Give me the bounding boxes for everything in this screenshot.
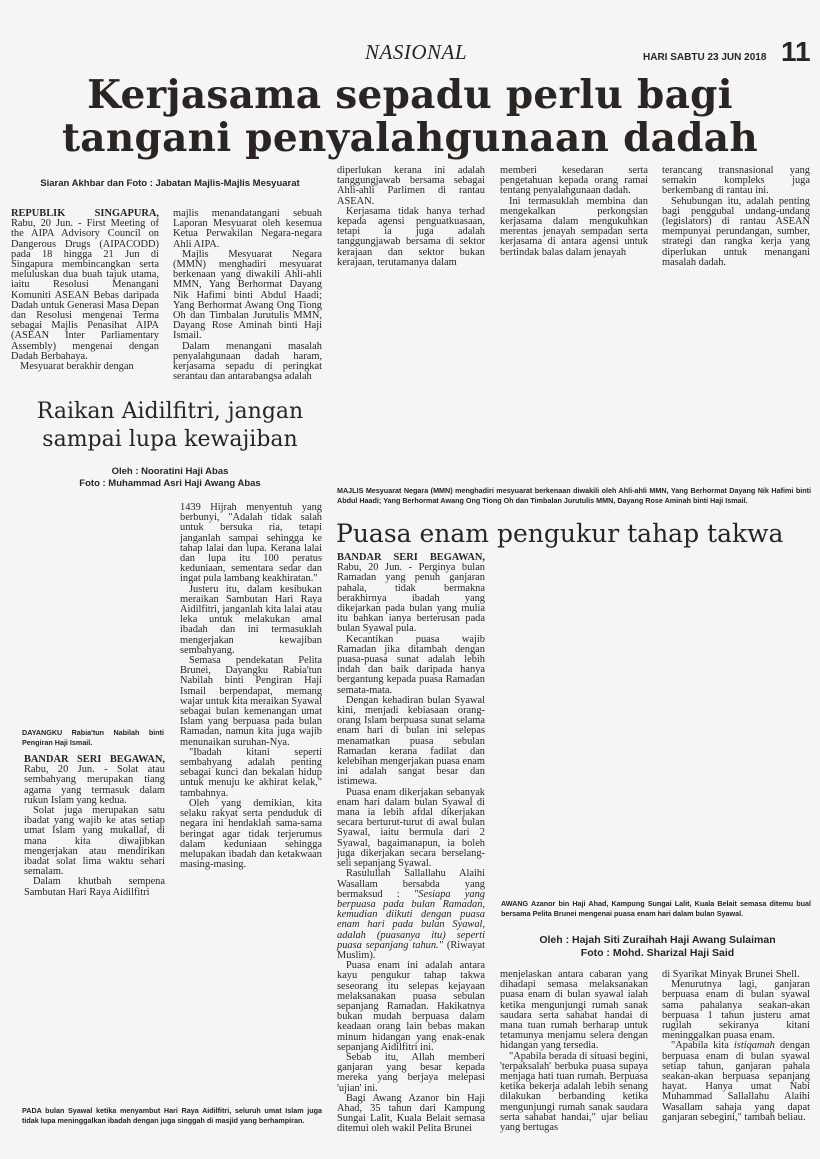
article-1-column-2: majlis menandatangani sebuah Laporan Mesyuarat oleh kesemua Ketua Perwakilan Negara-negara Ahli AIPA. Majlis Mesyuarat Negara (MMN) menghadiri mesyuarat berkenaan yang diwakili Ahli-ahli MMN, Yang Berhormat Dayang Nik Hafimi binti Abdul Haadi; Yang Berhormat Awang Ong Tiong Oh dan Timbalan Jurutulis MMN, Dayang Rose Aminah binti Haji Ismail. Dalam menangani masalah penyalahgunaan dadah haram, kerjasama sepadu di peringkat serantau dan antarabangsa adalah [173, 208, 322, 383]
byline: Oleh : Hajah Siti Zuraihah Haji Awang Sulaiman [539, 934, 776, 946]
headline-line-1: Kerjasama sepadu perlu bagi [87, 72, 733, 118]
section-label: NASIONAL [365, 40, 468, 64]
article-3-credits [495, 934, 820, 960]
byline: Oleh : Nooratini Haji Abas [111, 466, 229, 477]
headline-article-2: Raikan Aidilfitri, jangan sampai lupa kewajiban [36, 399, 304, 452]
article-1-photo [337, 275, 810, 480]
headline-article-3: Puasa enam pengukur tahap takwa [336, 519, 784, 548]
article-3-photo [500, 553, 811, 893]
article-2-photo [20, 500, 165, 725]
article-1-column-3: diperlukan kerana ini adalah tanggungjawab bersama sebagai Ahli-ahli Parlimen di rantau ASEAN. Kerjasama tidak hanya terhad kepada agensi penguatkuasaan, tetapi ia juga adalah tanggungjawab bersama di sektor kerajaan dan sektor bukan kerajaan, terutamanya dalam [337, 165, 485, 268]
article-3-column-2: menjelaskan antara cabaran yang dihadapi semasa melaksanakan puasa enam di bulan syawal ialah ketika mengunjungi rumah sanak saudara serta sahabat handai di mana tuan rumah berharap untuk tetamunya menjamu selera dengan hidangan yang tersedia. "Apabila berada di situasi begini, 'terpaksalah' berbuka puasa supaya menjaga hati tuan rumah. Berpuasa ketika bekerja adalah lebih senang dilakukan berbanding ketika mengunjungi rumah sanak saudara serta sahabat handai," ujar beliau yang bertugas [500, 969, 648, 1134]
article-2-photo-caption: DAYANGKU Rabia'tun Nabilah binti Pengiran Haji Ismail. [22, 728, 164, 747]
issue-date: HARI SABTU 23 JUN 2018 [643, 52, 767, 63]
article-1-column-4: memberi kesedaran serta pengetahuan kepada orang ramai tentang penyalahgunaan dadah. Ini termasuklah membina dan mengekalkan perkongsian kerjasama dalam mengukuhkan merentas jenayah sempadan serta kerjasama di antara agensi untuk bertindak balas dalam jenayah [500, 165, 648, 258]
photo-credit: Foto : Muhammad Asri Haji Awang Abas [79, 478, 261, 489]
article-2-column-2: 1439 Hijrah menyentuh yang berbunyi, "Adalah tidak salah untuk bersuka ria, tetapi janganlah sampai sehingga ke tahap lalai dan lupa. Kerana lalai dan lupa itu 100 peratus keduniaan, sementara sedar dan ingat pula lambang keakhiratan." Justeru itu, dalam kesibukan meraikan Sambutan Hari Raya Aidilfitri, janganlah kita lalai atau leka untuk melakukan amal ibadah dan ini termasuklah mengerjakan kewajiban sembahyang. Semasa pendekatan Pelita Brunei, Dayangku Rabia'tun Nabilah binti Pengiran Haji Ismail berpendapat, memang wajar untuk kita meraikan Syawal sebagai bulan kemenangan umat Islam yang berpuasa pada bulan Ramadan, namun kita juga wajib menunaikan suruhan-Nya. "Ibadah kitani seperti sembahyang adalah penting sebagai kunci dan bekalan hidup untuk menuju ke akhirat kelak," tambahnya. Oleh yang demikian, kita selaku rakyat serta penduduk di negara ini hendaklah sama-sama beringat agar tidak terjerumus dalam keduniaan sehingga melupakan ibadah dan ketakwaan masing-masing. [180, 502, 322, 871]
article-1-column-5: terancang transnasional yang semakin kompleks juga berkembang di rantau ini. Sehubungan itu, adalah penting bagi penggubal undang-undang (legislators) di rantau ASEAN mempunyai perundangan, sumber, strategi dan rangka kerja yang diperlukan untuk menangani masalah dadah. [662, 165, 810, 268]
article-2-bottom-photo [20, 920, 320, 1100]
article-2-credits [10, 466, 330, 490]
article-3-column-1: BANDAR SERI BEGAWAN, Rabu, 20 Jun. - Perginya bulan Ramadan yang penuh ganjaran pahala, tidak bermakna berakhirnya ibadah yang dikejarkan pada bulan yang mulia itu bahkan ianya berterusan pada bulan Syawal pula. Kecantikan puasa wajib Ramadan jika ditambah dengan puasa-puasa sunat adalah lebih indah dan baik daripada hanya bergantung kepada puasa Ramadan semata-mata. Dengan kehadiran bulan Syawal kini, menjadi kebiasaan orang-orang Islam berpuasa sunat selama enam hari di bulan ini selepas menamatkan puasa sebulan Ramadan kerana fadilat dan kelebihan mengerjakan puasa enam ini adalah sangat besar dan istimewa. Puasa enam dikerjakan sebanyak enam hari dalam bulan Syawal di mana ia lebih afdal dikerjakan secara berturut-turut di awal bulan Syawal, iaitu bermula dari 2 Syawal, bagaimanapun, ia boleh juga dikerjakan secara berselang-seli sepanjang Syawal. Rasulullah Sallallahu Alaihi Wasallam bersabda yang bermaksud : "Sesiapa yang berpuasa pada bulan Ramadan, kemudian diikuti dengan puasa enam hari pada bulan Syawal, adalah (puasanya itu) seperti puasa sepanjang tahun." (Riwayat Muslim). Puasa enam ini adalah antara kayu pengukur tahap takwa seseorang itu selepas kejayaan melaksanakan puasa sebulan sepanjang Ramadan. Hakikatnya bukan mudah berpuasa dalam keadaan orang lain bebas makan minum hidangan yang enak-enak sepanjang Aidilfitri ini. Sebab itu, Allah memberi ganjaran yang besar kepada mereka yang berjaya melepasi 'ujian' ini. Bagi Awang Azanor bin Haji Ahad, 35 tahun dari Kampung Sungai Lalit, Kuala Belait semasa ditemui oleh wakil Pelita Brunei [337, 552, 486, 1135]
page-number: 11 [781, 36, 811, 67]
article-1-photo-caption: MAJLIS Mesyuarat Negara (MMN) menghadiri mesyuarat berkenaan diwakili oleh Ahli-ahli MMN, Yang Berhormat Dayang Nik Hafimi binti Abdul Haadi; Yang Berhormat Awang Ong Tiong Oh dan Timbalan Jurutulis MMN, Dayang Rose Aminah binti Haji Ismail. [337, 486, 811, 505]
article-2-bottom-caption: PADA bulan Syawal ketika menyambut Hari Raya Aidilfitri, seluruh umat Islam juga tidak lupa meninggalkan ibadah dengan juga singgah di masjid yang berhampiran. [22, 1106, 322, 1125]
article-1-credit: Siaran Akhbar dan Foto : Jabatan Majlis-Majlis Mesyuarat [40, 178, 300, 189]
dateline-lead: BANDAR SERI BEGAWAN, [24, 754, 165, 765]
dateline-lead: REPUBLIK SINGAPURA, [11, 208, 159, 219]
headline-article-1 [0, 74, 820, 160]
article-2-column-1: BANDAR SERI BEGAWAN, Rabu, 20 Jun. - Solat atau sembahyang merupakan tiang agama yang termasuk dalam rukun Islam yang kedua. Solat juga merupakan satu ibadat yang wajib ke atas setiap umat Islam yang mukallaf, di mana kita diwajibkan mengerjakan atau mendirikan ibadat solat lima waktu sehari semalam. Dalam khutbah sempena Sambutan Hari Raya Aidilfitri [24, 754, 165, 898]
article-1-column-1: REPUBLIK SINGAPURA, Rabu, 20 Jun. - First Meeting of the AIPA Advisory Council on Dangerous Drugs (AIPACODD) pada 18 hingga 21 Jun di Singapura membincangkan serta meluluskan dua buah tajuk utama, iaitu Resolusi Menangani Komuniti ASEAN Bebas daripada Dadah untuk Generasi Masa Depan dan Resolusi mengenai Terma sebagai Majlis Penasihat AIPA (ASEAN Inter Parliamentary Assembly) mengenai dengan Dadah Berbahaya. Mesyuarat berakhir dengan [11, 208, 159, 373]
article-3-photo-caption: AWANG Azanor bin Haji Ahad, Kampung Sungai Lalit, Kuala Belait semasa ditemu bual bersama Pelita Brunei mengenai puasa enam hari dalam bulan Syawal. [501, 899, 811, 918]
hadith-quote: "Sesiapa yang berpuasa pada bulan Ramadan, kemudian diikuti dengan puasa enam hari pada bulan Syawal, adalah (puasanya itu) seperti puasa sepanjang tahun." [337, 888, 485, 951]
article-3-column-3: di Syarikat Minyak Brunei Shell. Menurutnya lagi, ganjaran berpuasa enam di bulan syawal sama pahalanya seakan-akan berpuasa 1 tahun justeru amat rugilah sekiranya kitani meninggalkan puasa enam. "Apabila kita istiqamah dengan berpuasa enam di bulan syawal setiap tahun, ganjaran pahala seakan-akan berpuasa sepanjang hayat. Hanya umat Nabi Muhammad Sallallahu Alaihi Wasallam sahaja yang dapat ganjaran sebegini," tambah beliau. [662, 969, 810, 1123]
dateline-lead: BANDAR SERI BEGAWAN, [337, 552, 485, 563]
photo-credit: Foto : Mohd. Sharizal Haji Said [580, 947, 735, 959]
headline-line-2: tangani penyalahgunaan dadah [61, 115, 759, 161]
